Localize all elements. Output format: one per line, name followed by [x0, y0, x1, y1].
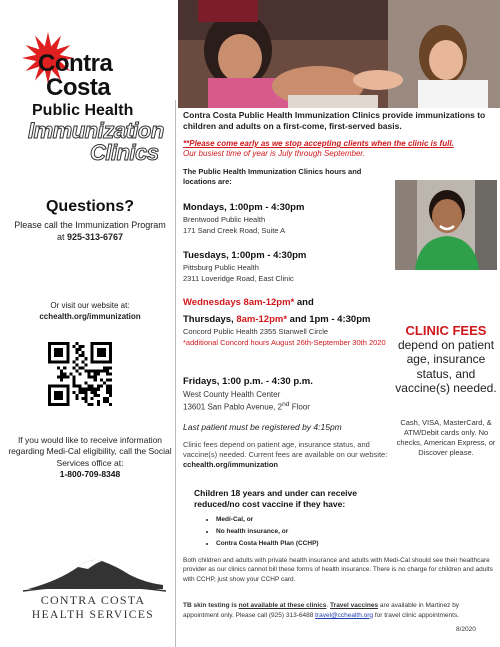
revision-date: 8/2020 [456, 626, 476, 633]
children-eligibility-heading: Children 18 years and under can receive reduced/no cost vaccine if they have: [194, 488, 357, 510]
children-eligibility-section [194, 488, 394, 550]
medi-cal-section [8, 435, 172, 481]
clinic-fees-sidebar [392, 323, 500, 458]
ccsh-subtitle: HEALTH SERVICES [31, 609, 155, 621]
friday-street-floor: Floor [289, 402, 310, 412]
contra-costa-health-services-logo [18, 545, 168, 635]
payment-methods: Cash, VISA, MasterCard, & ATM/Debit cards only. No checks, American Express, or Discover please. [396, 417, 496, 457]
intro-text: Contra Costa Public Health Immunization Clinics provide immunizations to children and adults on a first-come, first-served basis. [183, 110, 486, 132]
left-column [0, 0, 173, 647]
logo-costa-text: Costa [46, 74, 111, 101]
questions-section [10, 198, 170, 243]
vaccination-photo [178, 0, 500, 108]
clinic-fees-title: CLINIC FEES [405, 323, 487, 338]
fees-note [183, 440, 393, 470]
thursday-address [183, 327, 393, 348]
tuesday-clinic-name: Pittsburg Public Health [183, 263, 259, 272]
last-patient-text: Last patient must be registered by 4:15pm [183, 422, 342, 432]
thursday-hours [183, 314, 393, 325]
logo-public-health-text: Public Health [32, 102, 134, 119]
immunization-phone[interactable]: 925-313-6767 [66, 232, 124, 243]
thursday-clinic-name: Concord Public Health 2355 Stanwell Circle [183, 327, 329, 336]
wednesday-hours [183, 297, 393, 308]
monday-address [183, 215, 393, 236]
ccsh-title: CONTRA COSTA [40, 593, 146, 607]
main-content [183, 110, 493, 188]
list-item: • No health insurance, or [216, 526, 394, 538]
clinic-fees-body: depend on patient age, insurance status, and vaccine(s) needed. [395, 338, 497, 396]
fees-note-text: Clinic fees depend on patient age, insurance status, and vaccine(s) needed. Current fees are available on our website: [183, 440, 388, 460]
friday-clinic-name: West County Health Center [183, 390, 281, 399]
friday-hours: Fridays, 1:00 p.m. - 4:30 p.m. [183, 376, 313, 387]
location-thursday [183, 314, 393, 348]
warning-line-1: **Please come early as we stop accepting clients when the clinic is full. [183, 139, 454, 149]
medi-cal-text: If you would like to receive information regarding Medi-Cal eligibility, call the Social Services office at: [8, 435, 172, 468]
tb-text-5: are available in Martinez by appointment only. Please call (925) 313-6488 [183, 602, 460, 619]
monday-hours: Mondays, 1:00pm - 4:30pm [183, 202, 305, 213]
logo-clinics-text: Clinics [90, 140, 159, 165]
column-divider [175, 100, 176, 647]
list-item: • Contra Costa Health Plan (CCHP) [216, 538, 394, 550]
travel-vaccines-label: Travel vaccines [330, 602, 379, 609]
wednesday-and: and [294, 297, 314, 308]
tuesday-address [183, 263, 393, 284]
hours-heading: The Public Health Immunization Clinics hours and locations are: [183, 166, 362, 187]
wednesday-hours-red: Wednesdays 8am-12pm* [183, 297, 295, 308]
qr-code-image [48, 342, 112, 406]
thursday-hours-end: and 1pm - 4:30pm [287, 314, 371, 325]
questions-text [10, 219, 170, 243]
website-text: Or visit our website at: [50, 301, 130, 310]
tb-travel-note [183, 601, 495, 621]
friday-street-main: 13601 San Pablo Avenue, 2 [183, 402, 283, 412]
monday-clinic-name: Brentwood Public Health [183, 215, 266, 224]
website-section [8, 300, 172, 322]
fees-website-link[interactable]: cchealth.org/immunization [183, 460, 279, 470]
location-wednesday [183, 297, 393, 308]
location-monday [183, 202, 393, 236]
location-friday [183, 376, 393, 413]
friday-street [183, 400, 393, 413]
tb-text-1: TB skin testing is [183, 602, 239, 609]
tb-not-available: not available at these clinics [238, 602, 327, 609]
logo-immunization-text: Immunization [28, 118, 164, 143]
warning-text [183, 139, 493, 160]
thursday-additional-note: *additional Concord hours August 26th-September 30th 2020 [183, 337, 386, 347]
child-vaccination-image [178, 0, 500, 108]
qr-code[interactable] [48, 342, 112, 406]
tuesday-street: 2311 Loveridge Road, East Clinic [183, 273, 294, 283]
travel-email-link[interactable]: travel@cchealth.org [315, 611, 374, 619]
social-services-phone[interactable]: 1-800-709-8348 [59, 469, 121, 480]
thursday-label: Thursdays, [183, 314, 237, 325]
tb-text-6: for travel clinic appointments. [373, 611, 460, 619]
website-link[interactable]: cchealth.org/immunization [39, 312, 141, 322]
smiling-boy-photo [395, 180, 497, 270]
questions-call-text: Please call the Immunization Program at [14, 220, 166, 243]
mountain-icon [18, 545, 168, 593]
boy-image [395, 180, 497, 270]
tuesday-hours: Tuesdays, 1:00pm - 4:30pm [183, 250, 307, 261]
list-item: • Medi-Cal, or [216, 514, 394, 526]
logo-contra-text: Contra [38, 50, 113, 77]
friday-street-sup: nd [282, 401, 290, 409]
warning-line-2: Our busiest time of year is July through September. [183, 149, 366, 159]
questions-heading: Questions? [45, 198, 134, 215]
eligibility-list [216, 514, 394, 550]
contra-costa-public-health-logo [18, 30, 168, 165]
tb-text-3: . [326, 602, 331, 609]
location-tuesday [183, 250, 393, 284]
friday-address [183, 389, 393, 413]
monday-street: 171 Sand Creek Road, Suite A [183, 225, 286, 235]
thursday-hours-red: 8am-12pm* [236, 314, 288, 325]
insurance-note: Both children and adults with private health insurance and adults with Medi-Cal should see their healthcare provider as our clinics cannot bill these forms of health insurance. There is no charge for children and adults with CCHP, just show your CCHP card. [183, 557, 493, 583]
